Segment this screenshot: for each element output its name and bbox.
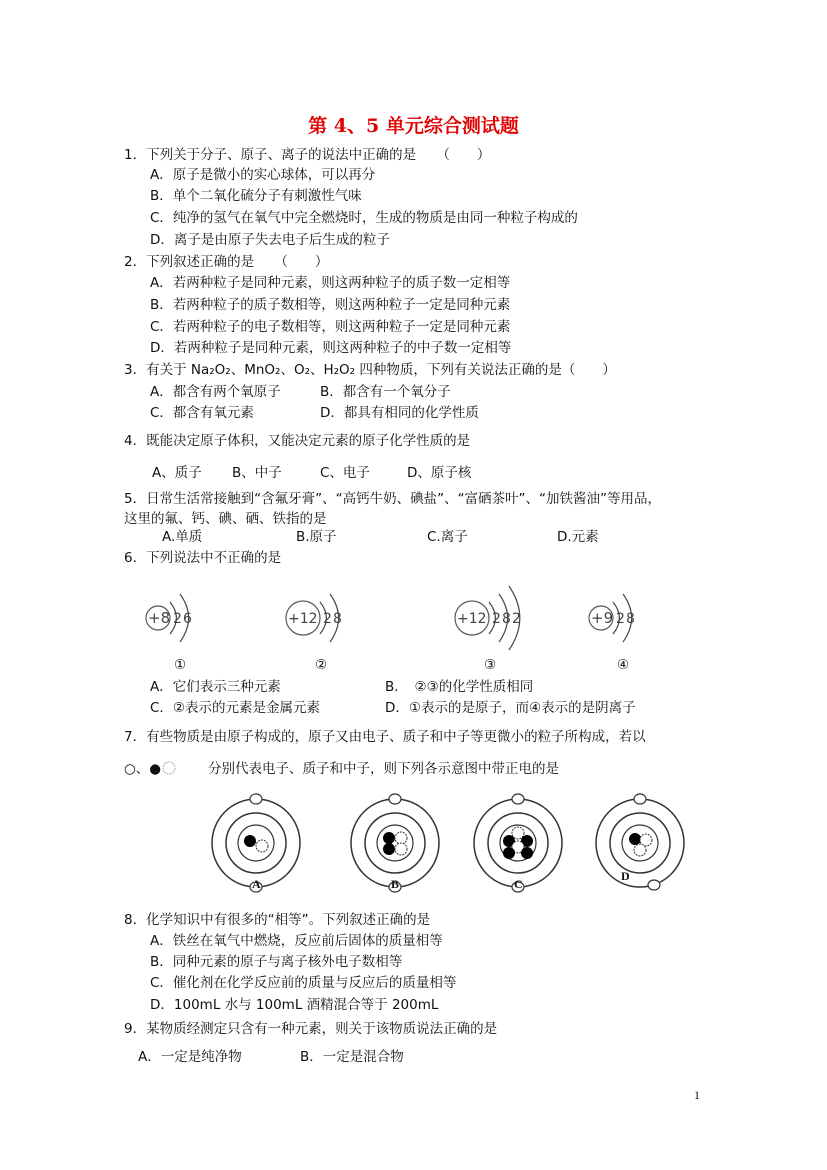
diagram-label: C xyxy=(514,877,523,891)
shell-electron-count: 2 xyxy=(173,611,182,627)
proton-dot xyxy=(244,835,256,847)
q4-option-d: D、原子核 xyxy=(407,465,472,481)
proton-dot xyxy=(383,832,395,844)
neutron-dot xyxy=(395,832,407,844)
q9-stem: 9．某物质经测定只含有一种元素，则关于该物质说法正确的是 xyxy=(124,1021,498,1037)
page-title: 第 4、5 单元综合测试题 xyxy=(308,115,519,137)
atom-structure-diagram xyxy=(142,578,252,678)
page-number: 1 xyxy=(694,1088,700,1102)
atom-structure-diagram xyxy=(283,578,393,678)
q4-option-b: B、中子 xyxy=(232,465,282,481)
q6-stem: 6．下列说法中不正确的是 xyxy=(124,550,282,566)
q5-stem-continued: 这里的氟、钙、碘、硒、铁指的是 xyxy=(124,511,327,527)
atom-structure-diagram xyxy=(452,578,562,678)
shell-electron-count: 2 xyxy=(492,611,501,627)
q6-option-b: B． ②③的化学性质相同 xyxy=(385,679,534,695)
nucleus-charge: +9 xyxy=(591,609,614,627)
q2-option-c: C．若两种粒子的电子数相等，则这两种粒子一定是同种元素 xyxy=(150,319,511,335)
q5-option-c: C.离子 xyxy=(427,529,468,545)
proton-dot xyxy=(629,833,641,845)
q2-stem: 2．下列叙述正确的是 （ ） xyxy=(124,254,329,270)
q5-stem: 5．日常生活常接触到“含氟牙膏”、“高钙牛奶、碘盐”、“富硒茶叶”、“加铁酱油”等用品， xyxy=(124,491,662,507)
diagram-label: ② xyxy=(315,657,328,673)
q3-option-b: B．都含有一个氧分子 xyxy=(320,384,451,400)
q2-option-d: D．若两种粒子是同种元素，则这两种粒子的中子数一定相等 xyxy=(150,340,512,356)
q2-option-b: B．若两种粒子的质子数相等，则这两种粒子一定是同种元素 xyxy=(150,297,511,313)
proton-dot xyxy=(521,847,533,859)
diagram-label: ① xyxy=(174,657,187,673)
neutron-dot xyxy=(395,843,407,855)
q7-stem-continued: 分别代表电子、质子和中子，则下列各示意图中带正电的是 xyxy=(208,761,559,777)
q2-option-a: A．若两种粒子是同种元素，则这两种粒子的质子数一定相等 xyxy=(150,275,511,291)
q8-option-a: A．铁丝在氧气中燃烧，反应前后固体的质量相等 xyxy=(150,933,443,949)
atom-model-diagram xyxy=(585,788,695,898)
q7-legend xyxy=(124,761,177,777)
electron-dot xyxy=(648,880,660,890)
q8-option-b: B．同种元素的原子与离子核外电子数相等 xyxy=(150,954,403,970)
nucleus-circle xyxy=(377,825,413,861)
q5-option-d: D.元素 xyxy=(557,529,599,545)
nucleus-charge: +12 xyxy=(288,611,318,627)
nucleus-circle xyxy=(238,825,274,861)
q5-option-a: A.单质 xyxy=(162,529,203,545)
proton-dot xyxy=(503,847,515,859)
q7-legend-symbols: ○、● xyxy=(124,761,162,777)
q3-option-a: A．都含有两个氧原子 xyxy=(150,384,281,400)
q8-option-d: D．100mL 水与 100mL 酒精混合等于 200mL xyxy=(150,997,439,1013)
shell-electron-count: 8 xyxy=(626,611,635,627)
q1-option-b: B．单个二氧化硫分子有刺激性气味 xyxy=(150,188,362,204)
electron-dot xyxy=(512,794,524,804)
shell-electron-count: 6 xyxy=(183,611,192,627)
q1-option-c: C．纯净的氢气在氧气中完全燃烧时，生成的物质是由同一种粒子构成的 xyxy=(150,210,578,226)
electron-dot xyxy=(250,794,262,804)
q4-stem: 4．既能决定原子体积，又能决定元素的原子化学性质的是 xyxy=(124,433,471,449)
q7-stem: 7．有些物质是由原子构成的，原子又由电子、质子和中子等更微小的粒子所构成，若以 xyxy=(124,729,646,745)
q9-option-a: A．一定是纯净物 xyxy=(138,1049,242,1065)
shell-electron-count: 2 xyxy=(512,611,521,627)
shell-electron-count: 2 xyxy=(616,611,625,627)
electron-dot xyxy=(389,794,401,804)
diagram-label: ③ xyxy=(484,657,497,673)
shell-electron-count: 2 xyxy=(323,611,332,627)
q5-option-b: B.原子 xyxy=(296,529,337,545)
q4-option-c: C、电子 xyxy=(320,465,370,481)
diagram-label: B xyxy=(391,877,400,891)
q9-option-b: B．一定是混合物 xyxy=(300,1049,404,1065)
q3-option-c: C．都含有氧元素 xyxy=(150,405,254,421)
q3-option-d: D．都具有相同的化学性质 xyxy=(320,405,479,421)
q6-option-d: D．①表示的是原子，而④表示的是阴离子 xyxy=(385,700,636,716)
q1-stem: 1．下列关于分子、原子、离子的说法中正确的是 （ ） xyxy=(124,147,491,163)
q6-option-a: A．它们表示三种元素 xyxy=(150,679,281,695)
diagram-label: ④ xyxy=(617,657,630,673)
diagram-label: A xyxy=(252,877,261,891)
q1-option-d: D．离子是由原子失去电子后生成的粒子 xyxy=(150,232,390,248)
neutron-dot xyxy=(640,834,652,846)
q1-option-a: A．原子是微小的实心球体，可以再分 xyxy=(150,167,376,183)
neutron-dot xyxy=(634,844,646,856)
q8-option-c: C．催化剂在化学反应前的质量与反应后的质量相等 xyxy=(150,975,457,991)
electron-dot xyxy=(634,794,646,804)
q8-stem: 8．化学知识中有很多的“相等”。下列叙述正确的是 xyxy=(124,912,431,928)
nucleus-charge: +12 xyxy=(457,611,487,627)
neutron-dot xyxy=(512,827,524,839)
q6-option-c: C．②表示的元素是金属元素 xyxy=(150,700,321,716)
neutron-dot xyxy=(256,840,268,852)
q4-option-a: A、质子 xyxy=(152,465,202,481)
nucleus-charge: +8 xyxy=(148,609,171,627)
shell-electron-count: 8 xyxy=(333,611,342,627)
diagram-label: D xyxy=(621,869,630,883)
atom-structure-diagram xyxy=(585,578,695,678)
neutron-icon xyxy=(161,761,177,775)
shell-electron-count: 8 xyxy=(502,611,511,627)
q3-stem: 3．有关于 Na₂O₂、MnO₂、O₂、H₂O₂ 四种物质，下列有关说法正确的是（ ） xyxy=(124,362,616,378)
proton-dot xyxy=(383,843,395,855)
